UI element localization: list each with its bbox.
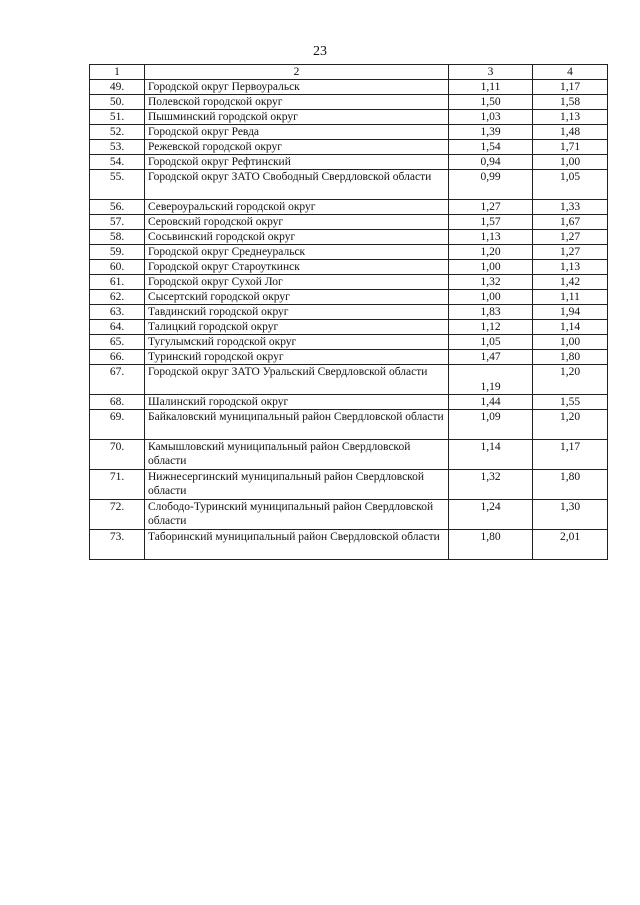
row-number: 64. (90, 320, 145, 335)
value-col-3: 1,83 (449, 305, 533, 320)
municipality-name: Городской округ Староуткинск (145, 260, 449, 275)
municipality-name: Туринский городской округ (145, 350, 449, 365)
municipality-name: Нижнесергинский муниципальный район Свердловской области (145, 470, 449, 500)
municipality-name: Режевской городской округ (145, 140, 449, 155)
municipality-name: Пышминский городской округ (145, 110, 449, 125)
row-number: 69. (90, 410, 145, 440)
table-row (90, 170, 608, 200)
municipality-name: Сысертский городской округ (145, 290, 449, 305)
table-header-row (90, 65, 608, 80)
table-row (90, 290, 608, 305)
value-col-3: 1,11 (449, 80, 533, 95)
value-col-4: 1,13 (533, 260, 608, 275)
row-number: 49. (90, 80, 145, 95)
value-col-4: 1,80 (533, 350, 608, 365)
municipality-name: Байкаловский муниципальный район Свердловской области (145, 410, 449, 440)
value-col-4: 1,30 (533, 500, 608, 530)
value-col-4: 1,94 (533, 305, 608, 320)
table-row (90, 230, 608, 245)
table-row (90, 335, 608, 350)
municipality-name: Городской округ Первоуральск (145, 80, 449, 95)
municipality-name: Шалинский городской округ (145, 395, 449, 410)
page-number: 23 (313, 44, 327, 59)
value-col-3: 1,54 (449, 140, 533, 155)
row-number: 62. (90, 290, 145, 305)
row-number: 68. (90, 395, 145, 410)
table-row (90, 215, 608, 230)
value-col-4: 1,42 (533, 275, 608, 290)
municipality-name: Камышловский муниципальный район Свердловской области (145, 440, 449, 470)
value-col-3: 1,80 (449, 530, 533, 560)
value-col-4: 1,11 (533, 290, 608, 305)
row-number: 73. (90, 530, 145, 560)
value-col-3: 1,44 (449, 395, 533, 410)
table-row (90, 155, 608, 170)
value-col-3: 1,14 (449, 440, 533, 470)
value-col-4: 2,01 (533, 530, 608, 560)
table-row (90, 350, 608, 365)
column-header-1: 1 (90, 65, 145, 80)
value-col-4: 1,55 (533, 395, 608, 410)
municipality-name: Городской округ ЗАТО Свободный Свердловской области (145, 170, 449, 200)
data-table (89, 64, 608, 560)
table-row (90, 110, 608, 125)
value-col-3: 1,24 (449, 500, 533, 530)
table-row (90, 200, 608, 215)
value-col-4: 1,80 (533, 470, 608, 500)
row-number: 55. (90, 170, 145, 200)
row-number: 61. (90, 275, 145, 290)
municipality-name: Североуральский городской округ (145, 200, 449, 215)
value-col-4: 1,48 (533, 125, 608, 140)
row-number: 51. (90, 110, 145, 125)
municipality-name: Городской округ Рефтинский (145, 155, 449, 170)
value-col-4: 1,71 (533, 140, 608, 155)
row-number: 54. (90, 155, 145, 170)
table-row (90, 440, 608, 470)
table-row (90, 245, 608, 260)
row-number: 72. (90, 500, 145, 530)
table-row (90, 320, 608, 335)
table-row (90, 125, 608, 140)
value-col-3: 1,13 (449, 230, 533, 245)
value-col-4: 1,17 (533, 80, 608, 95)
column-header-2: 2 (145, 65, 449, 80)
row-number: 65. (90, 335, 145, 350)
value-col-3: 1,32 (449, 275, 533, 290)
value-col-3: 1,32 (449, 470, 533, 500)
municipality-name: Полевской городской округ (145, 95, 449, 110)
value-col-4: 1,00 (533, 155, 608, 170)
table-row (90, 470, 608, 500)
value-col-4: 1,20 (533, 410, 608, 440)
table-row (90, 410, 608, 440)
value-col-3: 1,50 (449, 95, 533, 110)
table-row (90, 275, 608, 290)
value-col-3: 1,19 (449, 365, 533, 395)
row-number: 71. (90, 470, 145, 500)
value-col-4: 1,17 (533, 440, 608, 470)
value-col-3: 1,20 (449, 245, 533, 260)
table-row (90, 530, 608, 560)
table-row (90, 260, 608, 275)
municipality-name: Тавдинский городской округ (145, 305, 449, 320)
value-col-3: 0,99 (449, 170, 533, 200)
row-number: 67. (90, 365, 145, 395)
value-col-4: 1,14 (533, 320, 608, 335)
value-col-4: 1,20 (533, 365, 608, 395)
municipality-name: Городской округ Ревда (145, 125, 449, 140)
value-col-4: 1,67 (533, 215, 608, 230)
row-number: 53. (90, 140, 145, 155)
municipality-name: Тугулымский городской округ (145, 335, 449, 350)
table-row (90, 305, 608, 320)
municipality-name: Талицкий городской округ (145, 320, 449, 335)
value-col-3: 1,00 (449, 290, 533, 305)
table-row (90, 395, 608, 410)
value-col-4: 1,58 (533, 95, 608, 110)
row-number: 60. (90, 260, 145, 275)
value-col-3: 1,47 (449, 350, 533, 365)
value-col-3: 1,00 (449, 260, 533, 275)
value-col-3: 1,39 (449, 125, 533, 140)
municipality-name: Городской округ Сухой Лог (145, 275, 449, 290)
value-col-3: 1,03 (449, 110, 533, 125)
table-row (90, 140, 608, 155)
table-row (90, 80, 608, 95)
municipality-name: Городской округ Среднеуральск (145, 245, 449, 260)
municipality-name: Сосьвинский городской округ (145, 230, 449, 245)
value-col-4: 1,00 (533, 335, 608, 350)
value-col-3: 0,94 (449, 155, 533, 170)
value-col-4: 1,33 (533, 200, 608, 215)
value-col-4: 1,13 (533, 110, 608, 125)
value-col-3: 1,09 (449, 410, 533, 440)
table-row (90, 95, 608, 110)
row-number: 59. (90, 245, 145, 260)
table-row (90, 365, 608, 395)
row-number: 52. (90, 125, 145, 140)
row-number: 56. (90, 200, 145, 215)
municipality-name: Таборинский муниципальный район Свердловской области (145, 530, 449, 560)
column-header-4: 4 (533, 65, 608, 80)
municipality-name: Серовский городской округ (145, 215, 449, 230)
municipality-name: Городской округ ЗАТО Уральский Свердловской области (145, 365, 449, 395)
value-col-4: 1,27 (533, 230, 608, 245)
row-number: 50. (90, 95, 145, 110)
value-col-4: 1,27 (533, 245, 608, 260)
value-col-3: 1,12 (449, 320, 533, 335)
column-header-3: 3 (449, 65, 533, 80)
value-col-3: 1,27 (449, 200, 533, 215)
row-number: 58. (90, 230, 145, 245)
value-col-4: 1,05 (533, 170, 608, 200)
row-number: 66. (90, 350, 145, 365)
row-number: 70. (90, 440, 145, 470)
table-row (90, 500, 608, 530)
value-col-3: 1,57 (449, 215, 533, 230)
row-number: 63. (90, 305, 145, 320)
row-number: 57. (90, 215, 145, 230)
value-col-3: 1,05 (449, 335, 533, 350)
municipality-name: Слободо-Туринский муниципальный район Свердловской области (145, 500, 449, 530)
